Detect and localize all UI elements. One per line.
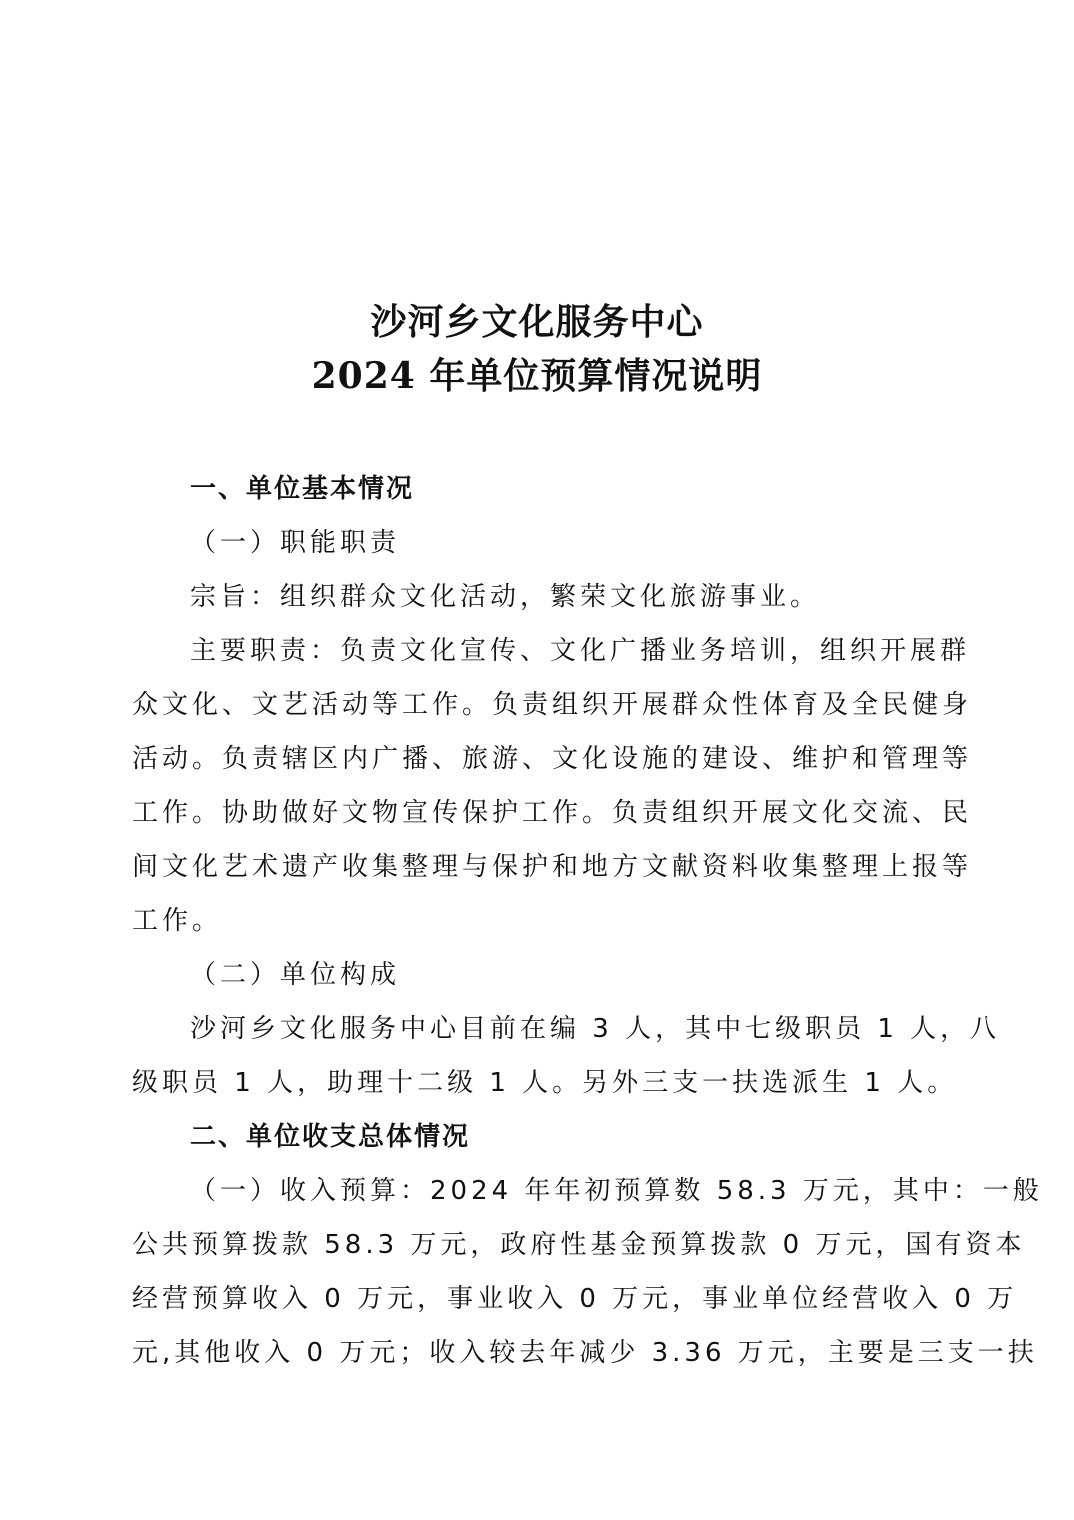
section-1-2-heading: （二）单位构成	[190, 960, 401, 990]
duties-line-6: 工作。	[132, 906, 223, 936]
duties-line-5: 间文化艺术遗产收集整理与保护和地方文献资料收集整理上报等	[132, 852, 973, 882]
income-line-2: 公共预算拨款 58.3 万元，政府性基金预算拨款 0 万元，国有资本	[132, 1230, 1026, 1260]
section-1-heading: 一、单位基本情况	[190, 474, 415, 504]
income-line-1: （一）收入预算：2024 年年初预算数 58.3 万元，其中：一般	[190, 1176, 1043, 1206]
duties-line-3: 活动。负责辖区内广播、旅游、文化设施的建设、维护和管理等	[132, 744, 973, 774]
composition-line-2: 级职员 1 人，助理十二级 1 人。另外三支一扶选派生 1 人。	[132, 1068, 958, 1098]
duties-line-1: 主要职责：负责文化宣传、文化广播业务培训，组织开展群	[190, 636, 971, 666]
document-title-line-1: 沙河乡文化服务中心	[370, 301, 704, 343]
duties-line-2: 众文化、文艺活动等工作。负责组织开展群众性体育及全民健身	[132, 690, 973, 720]
income-line-4: 元,其他收入 0 万元；收入较去年减少 3.36 万元，主要是三支一扶	[132, 1338, 1038, 1368]
income-line-3: 经营预算收入 0 万元，事业收入 0 万元，事业单位经营收入 0 万	[132, 1284, 1018, 1314]
composition-line-1: 沙河乡文化服务中心目前在编 3 人，其中七级职员 1 人，八	[190, 1014, 1001, 1044]
duties-line-4: 工作。协助做好文物宣传保护工作。负责组织开展文化交流、民	[132, 798, 973, 828]
document-title-line-2: 2024 年单位预算情况说明	[311, 355, 763, 397]
purpose-paragraph: 宗旨：组织群众文化活动，繁荣文化旅游事业。	[190, 582, 821, 612]
section-2-heading: 二、单位收支总体情况	[190, 1122, 471, 1152]
section-1-1-heading: （一）职能职责	[190, 528, 401, 558]
